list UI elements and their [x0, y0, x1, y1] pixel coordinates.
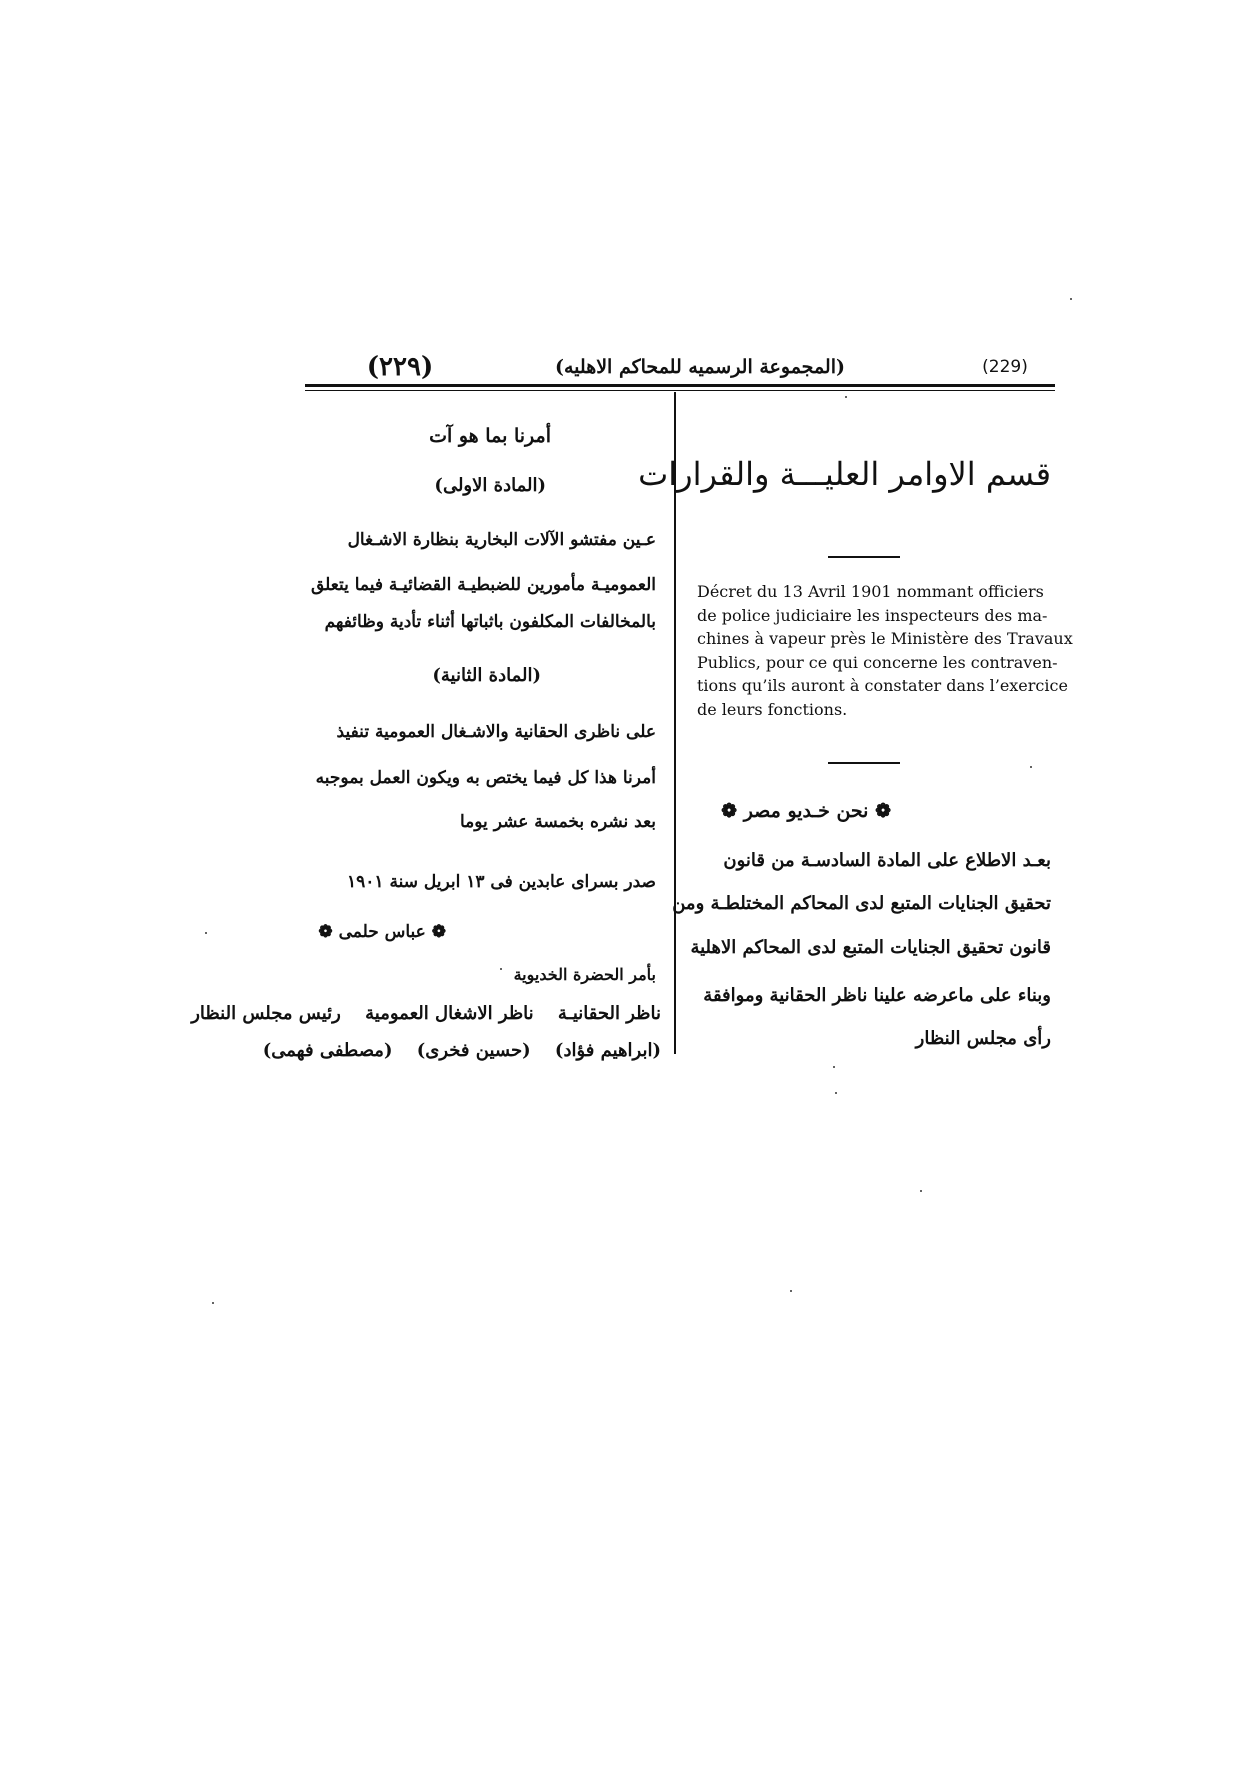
speck	[833, 1066, 835, 1068]
order-intro: أمرنا بما هو آت	[429, 425, 551, 447]
minister-name: (مصطفى فهمى)	[262, 1040, 393, 1061]
speck	[835, 1092, 837, 1094]
speck	[920, 1190, 922, 1192]
speck	[1070, 298, 1072, 300]
by-order-line: بأمر الحضرة الخديوية	[513, 965, 656, 984]
page-number-latin: (229)	[982, 357, 1028, 377]
preamble-line: قانون تحقيق الجنايات المتبع لدى المحاكم الاهلية	[690, 937, 1051, 958]
minister-title: ناظر الاشغال العمومية	[365, 1003, 534, 1024]
article-1-line: العموميـة مأمورين للضبطيـة القضائيـة فيما يتعلق	[310, 575, 656, 595]
preamble-line: وبناء على ماعرضه علينا ناظر الحقانية وموافقة	[703, 985, 1051, 1006]
section-title: قسم الاوامر العليـــة والقرارات	[638, 455, 1051, 493]
minister-title: رئيس مجلس النظار	[191, 1003, 341, 1024]
french-line: tions qu’ils auront à constater dans l’exercice	[697, 676, 1068, 695]
french-line: chines à vapeur près le Ministère des Travaux	[697, 629, 1073, 648]
signature-abbas-hilmi: ❁ عباس حلمى ❁	[318, 922, 446, 942]
header-rule	[305, 384, 1055, 387]
preamble-line: بعـد الاطلاع على المادة السادسـة من قانون	[723, 850, 1051, 871]
ministers-names	[245, 1040, 661, 1061]
journal-title: (المجموعة الرسميه للمحاكم الاهليه)	[555, 356, 845, 378]
page-number-arabic: (٢٢٩)	[366, 352, 434, 382]
french-line: Publics, pour ce qui concerne les contraven-	[697, 652, 1058, 672]
article-1-line: بالمخالفات المكلفون باثباتها أثناء تأدية وظائفهم	[324, 612, 656, 632]
speck	[205, 932, 207, 934]
minister-name: (ابراهيم فؤاد)	[554, 1040, 661, 1061]
article-2-line: على ناظرى الحقانية والاشـغال العمومية تنفيذ	[336, 722, 656, 742]
ministers-titles	[173, 1003, 661, 1024]
divider-short	[828, 556, 900, 558]
minister-title: ناظر الحقانيـة	[557, 1003, 661, 1024]
speck	[790, 1290, 792, 1292]
divider-short	[828, 762, 900, 764]
french-line: de police judiciaire les inspecteurs des ma-	[697, 605, 1048, 625]
french-line: de leurs fonctions.	[697, 699, 848, 719]
khedive-heading: ❁ نحن خـديو مصر ❁	[721, 800, 891, 822]
speck	[500, 968, 502, 970]
preamble-line: رأى مجلس النظار	[915, 1028, 1051, 1049]
speck	[212, 1302, 214, 1304]
article-1-line: عـين مفتشو الآلات البخارية بنظارة الاشـغال	[347, 530, 656, 550]
speck	[1030, 766, 1032, 768]
article-1-heading: (المادة الاولى)	[434, 475, 546, 496]
preamble-line: تحقيق الجنايات المتبع لدى المحاكم المختلطـة ومن	[672, 893, 1051, 914]
speck	[845, 396, 847, 398]
article-2-line: بعد نشره بخمسة عشر يوما	[459, 812, 656, 832]
french-summary	[697, 580, 1073, 721]
issued-line: صدر بسراى عابدين فى ١٣ ابريل سنة ١٩٠١	[347, 872, 656, 892]
article-2-line: أمرنا هذا كل فيما يختص به ويكون العمل بموجبه	[315, 768, 656, 788]
minister-name: (حسين فخرى)	[416, 1040, 531, 1061]
french-line: Décret du 13 Avril 1901 nommant officiers	[697, 582, 1044, 601]
header-rule-thin	[305, 390, 1055, 391]
article-2-heading: (المادة الثانية)	[432, 665, 541, 686]
